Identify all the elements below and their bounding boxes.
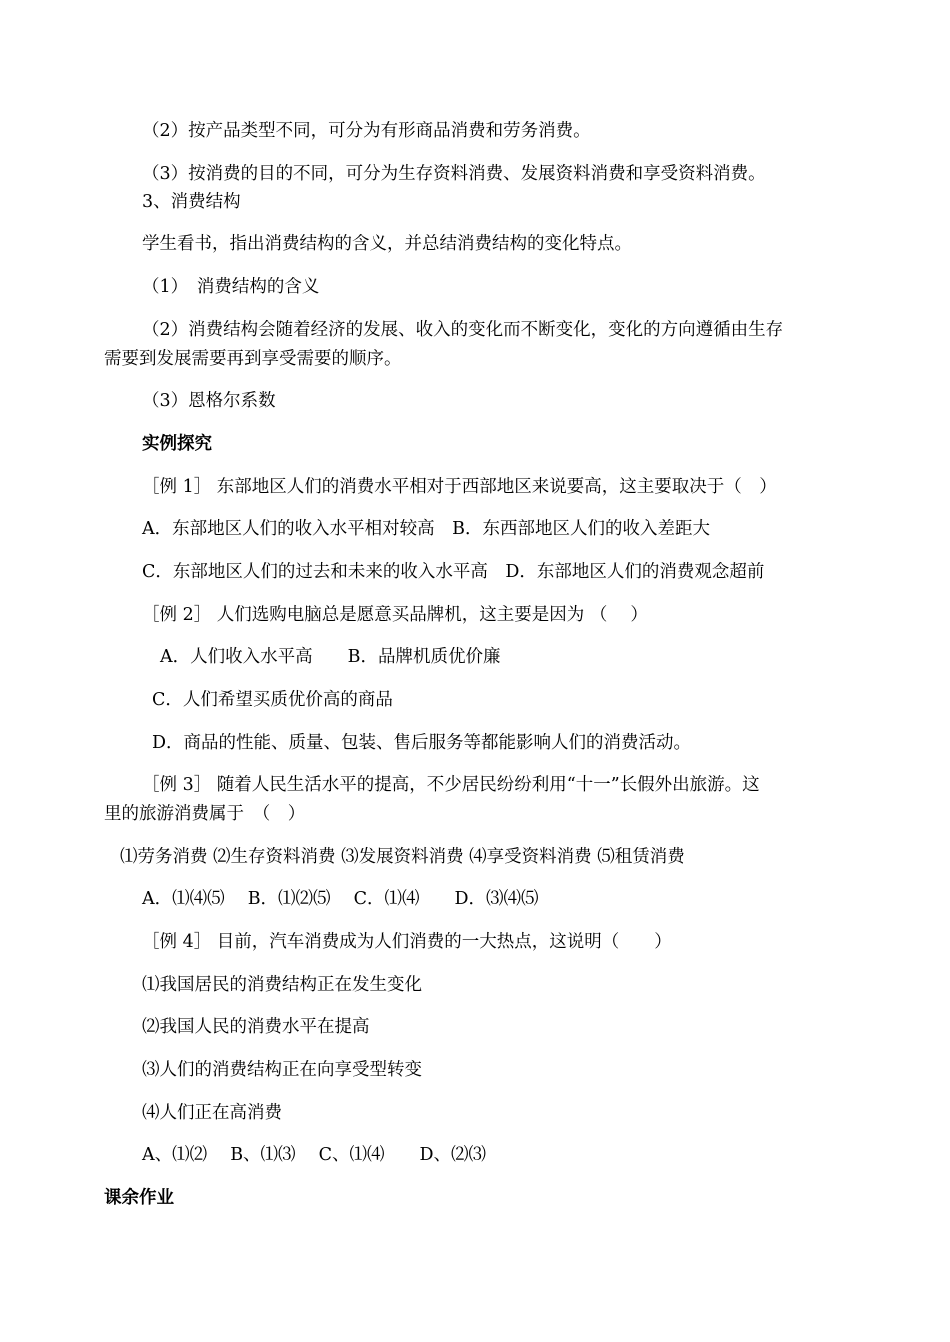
item-structure-change-line2: 需要到发展需要再到享受需要的顺序。	[104, 349, 402, 369]
example-2-option-d: D．商品的性能、质量、包装、售后服务等都能影响人们的消费活动。	[152, 733, 692, 753]
example-4-question: ［例 4］ 目前，汽车消费成为人们消费的一大热点，这说明（ ）	[142, 932, 672, 952]
example-4-choice-4: ⑷人们正在高消费	[142, 1103, 282, 1123]
example-4-choice-3: ⑶人们的消费结构正在向享受型转变	[142, 1060, 422, 1080]
example-3-choices: ⑴劳务消费 ⑵生存资料消费 ⑶发展资料消费 ⑷享受资料消费 ⑸租赁消费	[120, 847, 685, 867]
example-4-choice-1: ⑴我国居民的消费结构正在发生变化	[142, 975, 422, 995]
item-product-type: （2）按产品类型不同，可分为有形商品消费和劳务消费。	[142, 121, 591, 141]
section-heading-consumption-structure: 3、消费结构	[142, 192, 241, 212]
example-1-options-cd: C．东部地区人们的过去和未来的收入水平高 D．东部地区人们的消费观念超前	[142, 562, 765, 582]
item-consumption-purpose: （3）按消费的目的不同，可分为生存资料消费、发展资料消费和享受资料消费。	[142, 164, 766, 184]
example-3-question-line2: 里的旅游消费属于 （ ）	[104, 804, 306, 824]
section-heading-homework: 课余作业	[104, 1188, 174, 1208]
example-2-question: ［例 2］ 人们选购电脑总是愿意买品牌机，这主要是因为 （ ）	[142, 605, 648, 625]
item-structure-change-line1: （2）消费结构会随着经济的发展、收入的变化而不断变化，变化的方向遵循由生存	[142, 320, 784, 340]
example-1-question: ［例 1］ 东部地区人们的消费水平相对于西部地区来说要高，这主要取决于（ ）	[142, 477, 777, 497]
item-engel-coefficient: （3）恩格尔系数	[142, 391, 276, 411]
item-structure-meaning: （1） 消费结构的含义	[142, 277, 320, 297]
section-heading-examples: 实例探究	[142, 434, 212, 454]
example-4-options: A、⑴⑵ B、⑴⑶ C、⑴⑷ D、⑵⑶	[142, 1145, 487, 1165]
example-3-question-line1: ［例 3］ 随着人民生活水平的提高，不少居民纷纷利用“十一”长假外出旅游。这	[142, 775, 760, 795]
example-2-options-ab: A．人们收入水平高 B．品牌机质优价廉	[160, 647, 501, 667]
example-4-choice-2: ⑵我国人民的消费水平在提高	[142, 1017, 370, 1037]
example-1-options-ab: A．东部地区人们的收入水平相对较高 B．东西部地区人们的收入差距大	[142, 519, 710, 539]
paragraph-student-reading: 学生看书，指出消费结构的含义，并总结消费结构的变化特点。	[142, 234, 632, 254]
example-3-options: A．⑴⑷⑸ B．⑴⑵⑸ C．⑴⑷ D．⑶⑷⑸	[142, 889, 539, 909]
example-2-option-c: C．人们希望买质优价高的商品	[152, 690, 393, 710]
